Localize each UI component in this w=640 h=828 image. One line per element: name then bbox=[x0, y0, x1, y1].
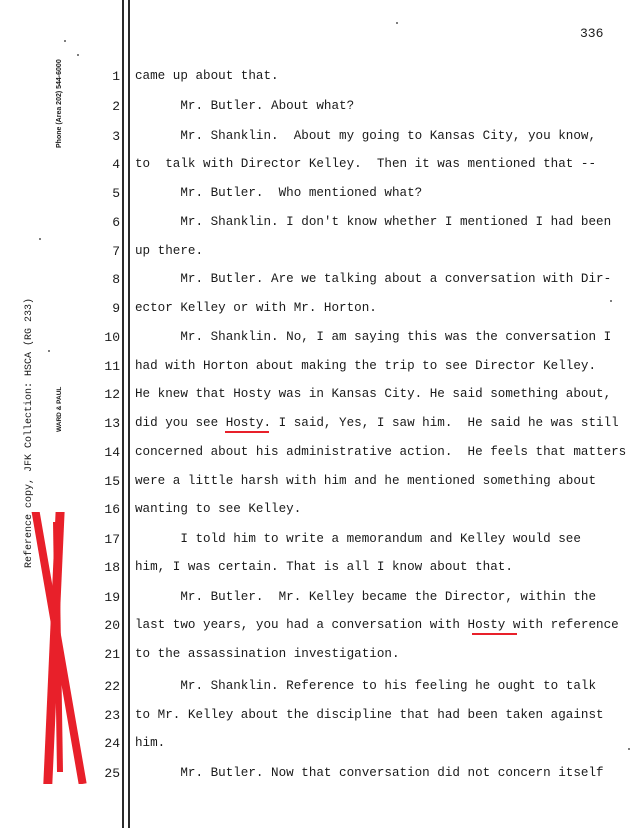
line-text: up there. bbox=[135, 244, 204, 258]
line-text: He knew that Hosty was in Kansas City. He said something about, bbox=[135, 387, 612, 401]
line-text: to talk with Director Kelley. Then it was mentioned that -- bbox=[135, 157, 597, 171]
scan-speck bbox=[628, 748, 630, 750]
line-number: 23 bbox=[104, 708, 120, 723]
line-text: to Mr. Kelley about the discipline that had been taken against bbox=[135, 708, 604, 722]
page-number: 336 bbox=[580, 26, 604, 41]
line-number: 8 bbox=[112, 272, 120, 287]
line-number: 11 bbox=[104, 359, 120, 374]
line-number: 21 bbox=[104, 647, 120, 662]
line-text: him, I was certain. That is all I know about that. bbox=[135, 560, 513, 574]
line-text: concerned about his administrative action. He feels that matters bbox=[135, 445, 627, 459]
line-number: 4 bbox=[112, 157, 120, 172]
line-number: 9 bbox=[112, 301, 120, 316]
line-text: Mr. Butler. Are we talking about a conversation with Dir- bbox=[135, 272, 612, 286]
line-text: Mr. Butler. About what? bbox=[135, 99, 355, 113]
line-number: 6 bbox=[112, 215, 120, 230]
line-number: 13 bbox=[104, 416, 120, 431]
line-text: wanting to see Kelley. bbox=[135, 502, 302, 516]
firm-stamp: WARD & PAUL bbox=[56, 386, 63, 432]
line-number: 3 bbox=[112, 129, 120, 144]
line-text: Mr. Shanklin. About my going to Kansas City, you know, bbox=[135, 129, 597, 143]
line-text: Mr. Shanklin. No, I am saying this was the conversation I bbox=[135, 330, 612, 344]
line-text: Mr. Butler. Mr. Kelley became the Director, within the bbox=[135, 590, 597, 604]
scan-speck bbox=[48, 350, 50, 352]
line-number: 24 bbox=[104, 736, 120, 751]
scan-speck bbox=[64, 40, 66, 42]
line-number: 5 bbox=[112, 186, 120, 201]
line-text: Mr. Butler. Who mentioned what? bbox=[135, 186, 423, 200]
scan-speck bbox=[610, 300, 612, 302]
line-number: 1 bbox=[112, 69, 120, 84]
line-number: 16 bbox=[104, 502, 120, 517]
line-text: last two years, you had a conversation with Hosty with reference bbox=[135, 618, 619, 632]
line-text: came up about that. bbox=[135, 69, 279, 83]
line-number: 18 bbox=[104, 560, 120, 575]
line-number: 20 bbox=[104, 618, 120, 633]
line-number: 10 bbox=[104, 330, 120, 345]
line-number: 25 bbox=[104, 766, 120, 781]
scan-speck bbox=[77, 54, 79, 56]
line-text: did you see Hosty. I said, Yes, I saw him. He said he was still bbox=[135, 416, 619, 430]
line-text: I told him to write a memorandum and Kelley would see bbox=[135, 532, 581, 546]
line-number: 2 bbox=[112, 99, 120, 114]
red-x-mark bbox=[30, 512, 90, 784]
name-underline bbox=[472, 633, 517, 635]
scan-speck bbox=[39, 238, 41, 240]
line-number: 12 bbox=[104, 387, 120, 402]
line-text: ector Kelley or with Mr. Horton. bbox=[135, 301, 377, 315]
line-number: 14 bbox=[104, 445, 120, 460]
line-number: 17 bbox=[104, 532, 120, 547]
line-number: 19 bbox=[104, 590, 120, 605]
line-number: 7 bbox=[112, 244, 120, 259]
line-text: Mr. Shanklin. I don't know whether I mentioned I had been bbox=[135, 215, 612, 229]
margin-rule-inner bbox=[128, 0, 130, 828]
phone-stamp: Phone (Area 202) 544-6000 bbox=[56, 59, 63, 148]
line-text: Mr. Butler. Now that conversation did not concern itself bbox=[135, 766, 604, 780]
margin-rule-outer bbox=[122, 0, 124, 828]
scan-speck bbox=[396, 22, 398, 24]
line-number: 15 bbox=[104, 474, 120, 489]
line-text: Mr. Shanklin. Reference to his feeling he ought to talk bbox=[135, 679, 597, 693]
line-text: had with Horton about making the trip to see Director Kelley. bbox=[135, 359, 597, 373]
line-text: him. bbox=[135, 736, 166, 750]
line-number: 22 bbox=[104, 679, 120, 694]
name-underline bbox=[225, 431, 269, 433]
reference-stamp: Reference copy, JFK Collection: HSCA (RG 233) bbox=[24, 297, 35, 568]
line-text: were a little harsh with him and he mentioned something about bbox=[135, 474, 597, 488]
line-text: to the assassination investigation. bbox=[135, 647, 400, 661]
